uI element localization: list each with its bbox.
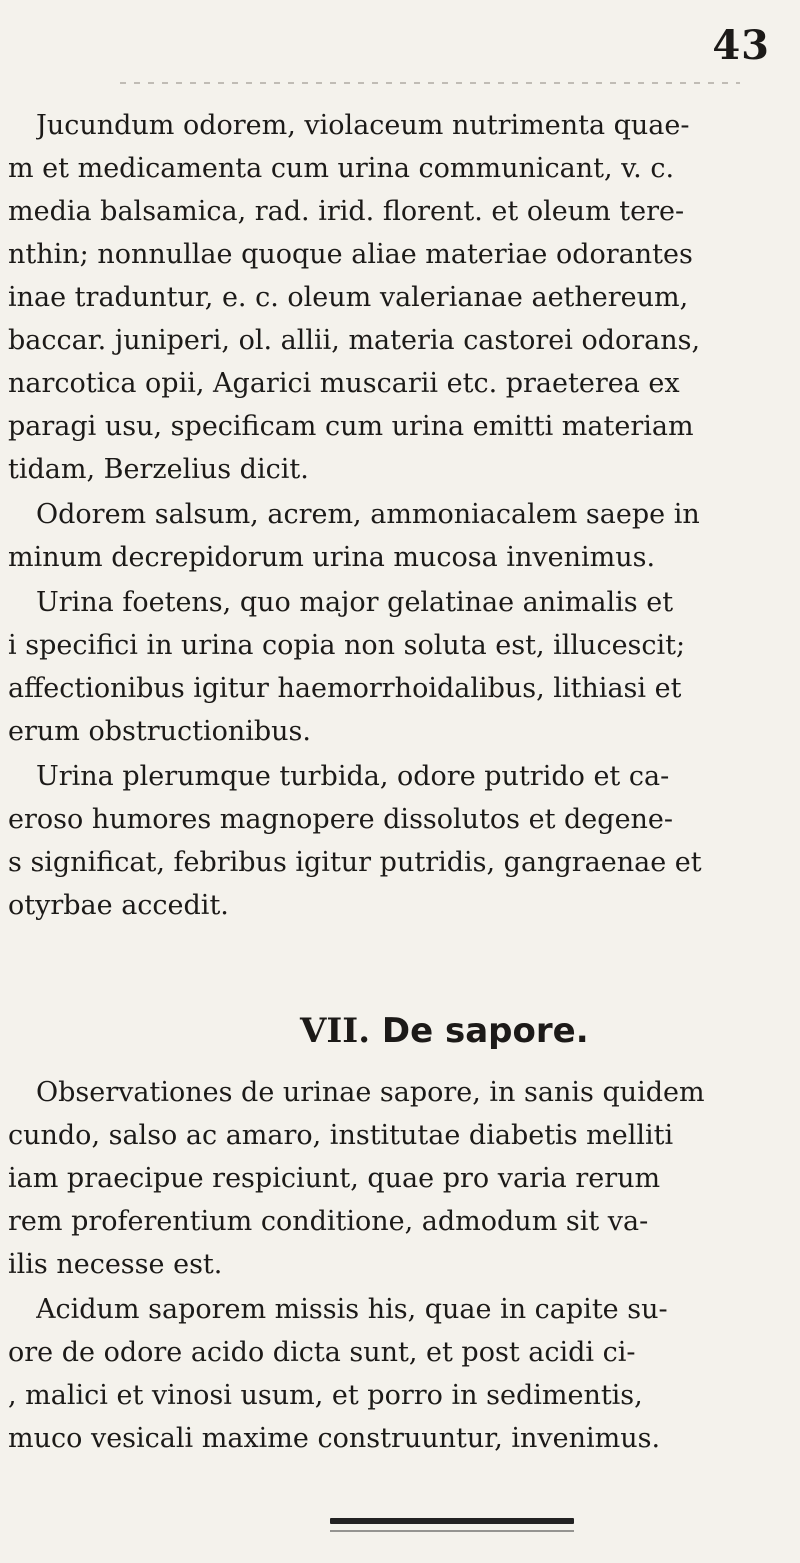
- page-number: 43: [712, 22, 770, 69]
- section-numeral: VII.: [300, 1011, 371, 1051]
- paragraph-1-line: baccar. juniperi, ol. allii, materia castorei odorans,: [8, 325, 701, 356]
- footer-rule-thin: [330, 1530, 574, 1532]
- paragraph-5-line: rem proferentium conditione, admodum sit va-: [8, 1206, 649, 1237]
- paragraph-3-line: affectionibus igitur haemorrhoidalibus, lithiasi et: [8, 673, 682, 704]
- paragraph-1-line: m et medicamenta cum urina communicant, v. c.: [8, 153, 675, 184]
- paragraph-6-line: Acidum saporem missis his, quae in capite su-: [36, 1294, 668, 1325]
- paragraph-1-line: paragi usu, specificam cum urina emitti materiam: [8, 411, 694, 442]
- header-rule: [120, 82, 740, 84]
- paragraph-4-line: otyrbae accedit.: [8, 890, 229, 921]
- section-title: De sapore.: [381, 1011, 589, 1051]
- paragraph-4-line: Urina plerumque turbida, odore putrido et ca-: [36, 761, 670, 792]
- paragraph-2-line: Odorem salsum, acrem, ammoniacalem saepe in: [36, 499, 700, 530]
- paragraph-6-line: ore de odore acido dicta sunt, et post acidi ci-: [8, 1337, 636, 1368]
- paragraph-4-line: eroso humores magnopere dissolutos et degene-: [8, 804, 674, 835]
- paragraph-3-line: erum obstructionibus.: [8, 716, 311, 747]
- paragraph-4-line: s significat, febribus igitur putridis, gangraenae et: [8, 847, 702, 878]
- paragraph-6-line: , malici et vinosi usum, et porro in sedimentis,: [8, 1380, 643, 1411]
- paragraph-1-line: tidam, Berzelius dicit.: [8, 454, 309, 485]
- paragraph-3-line: Urina foetens, quo major gelatinae animalis et: [36, 587, 674, 618]
- paragraph-3-line: i specifici in urina copia non soluta est, illucescit;: [8, 630, 686, 661]
- paragraph-6-line: muco vesicali maxime construuntur, invenimus.: [8, 1423, 661, 1454]
- footer-rule: [330, 1518, 574, 1524]
- paragraph-1-line: inae traduntur, e. c. oleum valerianae aethereum,: [8, 282, 689, 313]
- section-heading: [300, 1010, 589, 1052]
- paragraph-1-line: media balsamica, rad. irid. florent. et oleum tere-: [8, 196, 685, 227]
- paragraph-5-line: cundo, salso ac amaro, institutae diabetis melliti: [8, 1120, 674, 1151]
- paragraph-5-line: iam praecipue respiciunt, quae pro varia rerum: [8, 1163, 661, 1194]
- paragraph-5-line: Observationes de urinae sapore, in sanis quidem: [36, 1077, 705, 1108]
- paragraph-5-line: ilis necesse est.: [8, 1249, 223, 1280]
- paragraph-2-line: minum decrepidorum urina mucosa invenimus.: [8, 542, 656, 573]
- paragraph-1-line: narcotica opii, Agarici muscarii etc. praeterea ex: [8, 368, 680, 399]
- paragraph-1-line: Jucundum odorem, violaceum nutrimenta quae-: [36, 110, 690, 141]
- paragraph-1-line: nthin; nonnullae quoque aliae materiae odorantes: [8, 239, 693, 270]
